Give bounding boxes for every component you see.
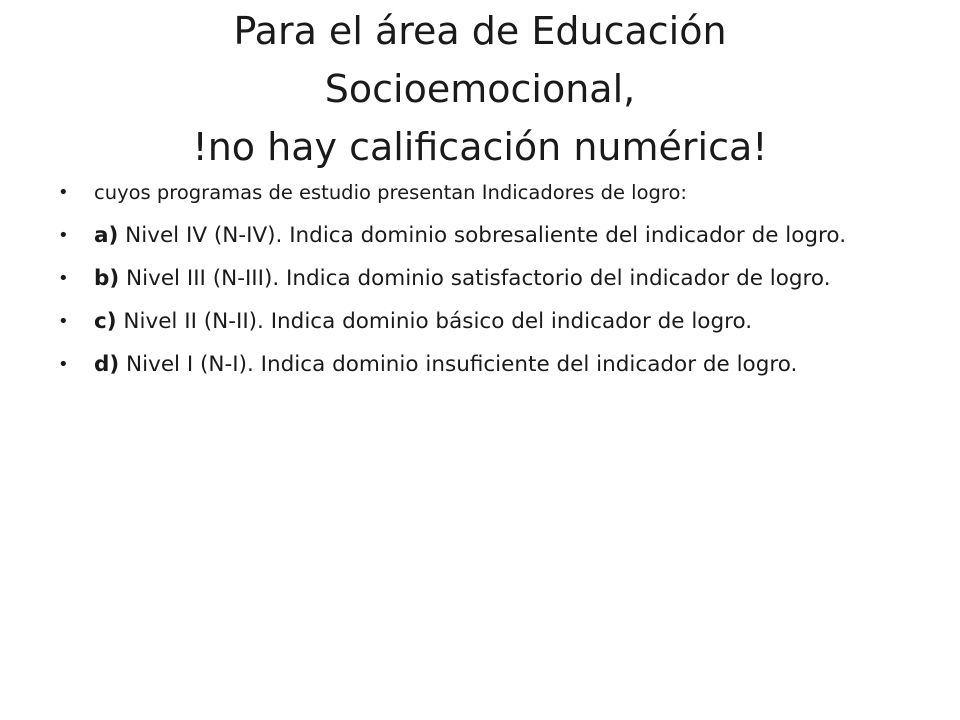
item-label: d) [94,352,120,377]
title-line-3: !no hay calificación numérica! [192,125,768,169]
item-text: Nivel I (N-I). Indica dominio insuficiente del indicador de logro. [119,352,798,377]
title-line-2: Socioemocional, [324,67,636,111]
bullet-icon: • [58,268,69,289]
item-text: Nivel III (N-III). Indica dominio satisfactorio del indicador de logro. [119,266,831,291]
bullet-icon: • [58,182,69,203]
item-label: c) [94,309,117,334]
list-item [58,217,908,255]
list-item [58,260,908,298]
slide-title [48,2,912,176]
bullet-list [58,172,908,389]
bullet-icon: • [58,225,69,246]
item-text: Nivel II (N-II). Indica dominio básico del indicador de logro. [116,309,753,334]
list-item [58,346,908,384]
list-item [58,303,908,341]
item-text: Nivel IV (N-IV). Indica dominio sobresaliente del indicador de logro. [118,223,847,248]
bullet-icon: • [58,354,69,375]
item-label: b) [94,266,120,291]
item-text: cuyos programas de estudio presentan Indicadores de logro: [94,181,687,204]
title-line-1: Para el área de Educación [233,9,727,53]
list-item [58,172,908,214]
item-label: a) [94,223,119,248]
bullet-icon: • [58,311,69,332]
